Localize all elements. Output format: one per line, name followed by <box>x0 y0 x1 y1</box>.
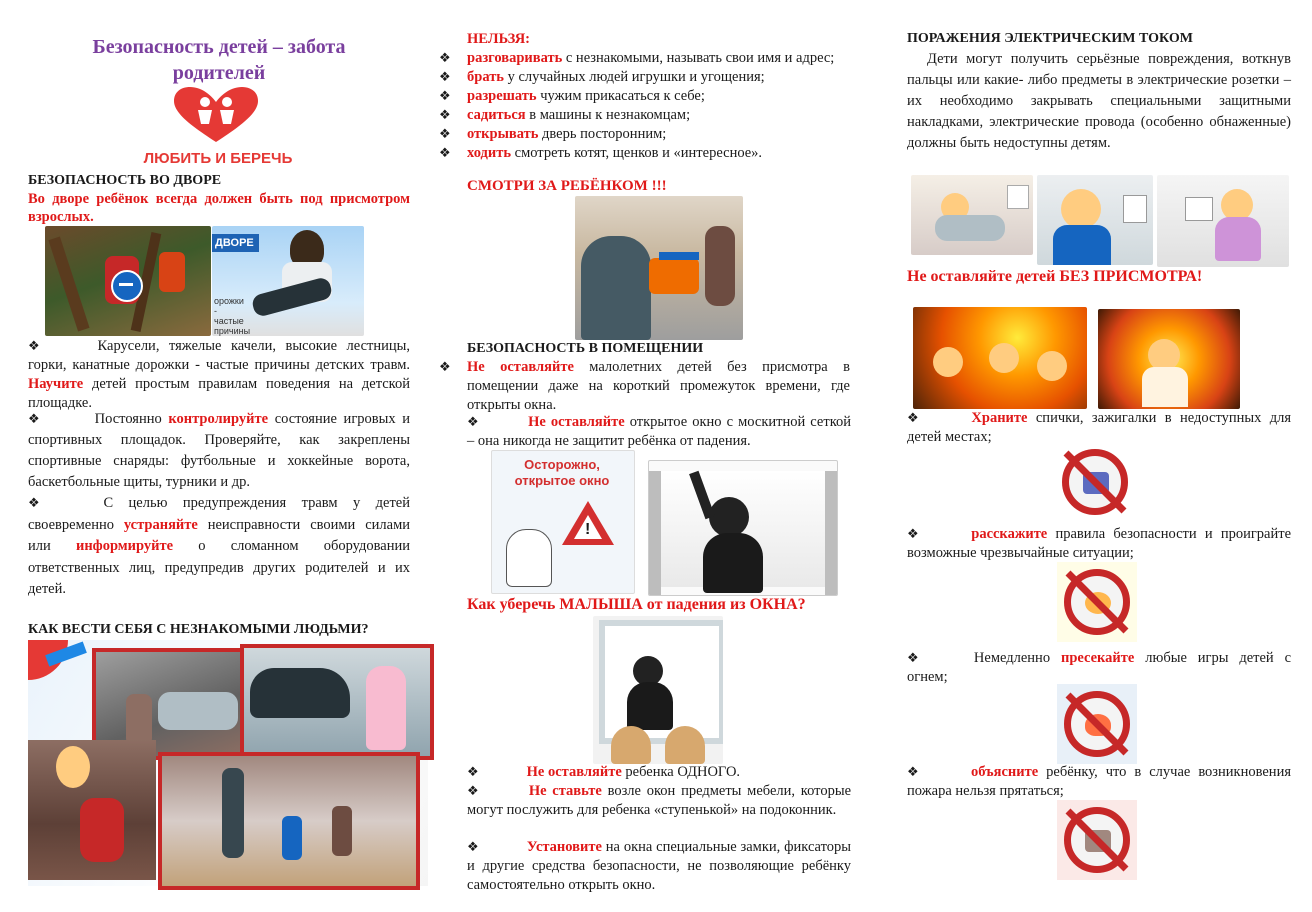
indoor-item-2: ❖ Не оставляйте открытое окно с москитной сеткой – она никогда не защитит ребёнка от падения. <box>467 414 852 449</box>
watch-heading: СМОТРИ ЗА РЕБЁНКОМ !!! <box>467 178 667 194</box>
bullet-icon: ❖ <box>467 784 481 799</box>
forbidden-item: ❖ разрешать чужим прикасаться к себе; <box>439 88 705 104</box>
forbidden-item: ❖ ходить смотреть котят, щенков и «интересное». <box>439 145 763 161</box>
bullet-icon: ❖ <box>467 765 479 780</box>
strangers-heading: КАК ВЕСТИ СЕБЯ С НЕЗНАКОМЫМИ ЛЮДЬМИ? <box>28 622 369 637</box>
no-matches-icon <box>1062 449 1128 515</box>
window-hands-photo <box>593 616 723 764</box>
forbidden-item: ❖ разговаривать с незнакомыми, называть свои имя и адрес; <box>439 50 835 66</box>
middle-column <box>439 0 852 912</box>
bullet-icon: ❖ <box>439 127 451 142</box>
forbidden-item: ❖ садиться в машины к незнакомцам; <box>439 107 691 123</box>
yard-warning: Во дворе ребёнок всегда должен быть под присмотром взрослых. <box>28 191 410 225</box>
forbidden-item: ❖ открывать дверь посторонним; <box>439 126 667 142</box>
bullet-icon: ❖ <box>907 651 926 666</box>
fire-item-1: ❖ Храните спички, зажигалки в недоступных для детей местах; <box>907 410 1292 445</box>
bullet-icon: ❖ <box>28 412 43 427</box>
bullet-icon: ❖ <box>439 108 451 123</box>
indoor-heading: БЕЗОПАСНОСТЬ В ПОМЕЩЕНИИ <box>467 341 704 356</box>
no-supervision-heading: Не оставляйте детей БЕЗ ПРИСМОТРА! <box>907 268 1203 285</box>
no-fire-play-icon <box>1064 569 1130 635</box>
fire-photo-1 <box>913 307 1087 409</box>
indoor-item-1: ❖ Не оставляйте малолетних детей без присмотра в помещении даже на короткий промежуток времени, где открыты окна. <box>439 359 850 413</box>
electric-heading: ПОРАЖЕНИЯ ЭЛЕКТРИЧЕСКИМ ТОКОМ <box>907 31 1193 46</box>
page-title: Безопасность детей – забота родителей <box>92 36 346 84</box>
strangers-collage <box>28 640 428 886</box>
forbidden-list <box>439 49 850 163</box>
bullet-icon: ❖ <box>467 415 481 430</box>
bullet-icon: ❖ <box>28 496 52 511</box>
no-fire-icon <box>1064 691 1130 757</box>
bullet-icon: ❖ <box>28 339 46 354</box>
fire-item-3: ❖ Немедленно пресекайте любые игры детей с огнем; <box>907 650 1292 685</box>
logo-caption: ЛЮБИТЬ И БЕРЕЧЬ <box>143 150 293 167</box>
bullet-icon: ❖ <box>439 51 451 66</box>
bullet-icon: ❖ <box>467 840 479 855</box>
bullet-icon: ❖ <box>439 360 451 375</box>
electric-paragraph: Дети могут получить серьёзные повреждения, воткнув пальцы или какие- либо предметы в электрические розетки – их необходимо закрывать специальными защитными накладками, электрические провода (особенно обнаженные) должны быть недоступны детям. <box>907 51 1291 151</box>
carousel-photo <box>575 196 743 340</box>
window-item-2: ❖ Не ставьте возле окон предметы мебели, которые могут послужить для ребенка «ступенькой» на подоконник. <box>467 783 851 818</box>
playground-paragraph-3: ❖ С целью предупреждения травм у детей своевременно устраняйте неисправности своими силами или информируйте о сломанном оборудовании ответственных лиц, предупредив других родителей и их детей. <box>28 495 411 597</box>
window-item-1: ❖ Не оставляйте ребенка ОДНОГО. <box>467 764 741 780</box>
playground-paragraph-2: ❖ Постоянно контролируйте состояние игровых и спортивных площадок. Проверяйте, как закреплены спортивные снаряды: футбольные и хоккейные ворота, баскетбольные щиты, турники и др. <box>28 411 410 490</box>
open-window-sign: Осторожно, открытое окно ! <box>491 450 635 594</box>
left-column <box>28 0 410 912</box>
bullet-icon: ❖ <box>439 70 451 85</box>
yard-heading: БЕЗОПАСНОСТЬ ВО ДВОРЕ <box>28 173 222 188</box>
child-window-photo <box>648 460 838 596</box>
bullet-icon: ❖ <box>907 411 924 426</box>
playground-paragraph-1: ❖ Карусели, тяжелые качели, высокие лестницы, горки, канатные дорожки - частые причины детских травм. Научите детей простым правилам поведения на детской площадке. <box>28 338 411 411</box>
bullet-icon: ❖ <box>439 89 451 104</box>
bullet-icon: ❖ <box>907 527 924 542</box>
forbidden-item: ❖ брать у случайных людей игрушки и угощения; <box>439 69 765 85</box>
forbidden-heading: НЕЛЬЗЯ: <box>467 31 530 47</box>
window-heading: Как уберечь МАЛЫША от падения из ОКНА? <box>467 596 806 613</box>
bullet-icon: ❖ <box>439 146 451 161</box>
fire-item-2: ❖ расскажите правила безопасности и проиграйте возможные чрезвычайные ситуации; <box>907 526 1292 561</box>
socket-photo-1 <box>911 175 1033 255</box>
no-hiding-icon <box>1064 807 1130 873</box>
heart-logo <box>168 86 264 144</box>
playground-photo <box>45 226 211 336</box>
fire-item-4: ❖ объясните ребёнку, что в случае возникновения пожара нельзя прятаться; <box>907 764 1291 799</box>
window-item-3: ❖ Установите на окна специальные замки, фиксаторы и другие средства безопасности, не позволяющие ребёнку самостоятельно открыть окно. <box>467 839 852 893</box>
bullet-icon: ❖ <box>907 765 924 780</box>
fire-photo-2 <box>1098 309 1240 409</box>
swing-photo: ДВОРЕ орожки - частые причины <box>212 226 364 336</box>
socket-photo-2 <box>1037 175 1153 265</box>
socket-photo-3 <box>1157 175 1289 267</box>
right-column <box>907 0 1291 912</box>
